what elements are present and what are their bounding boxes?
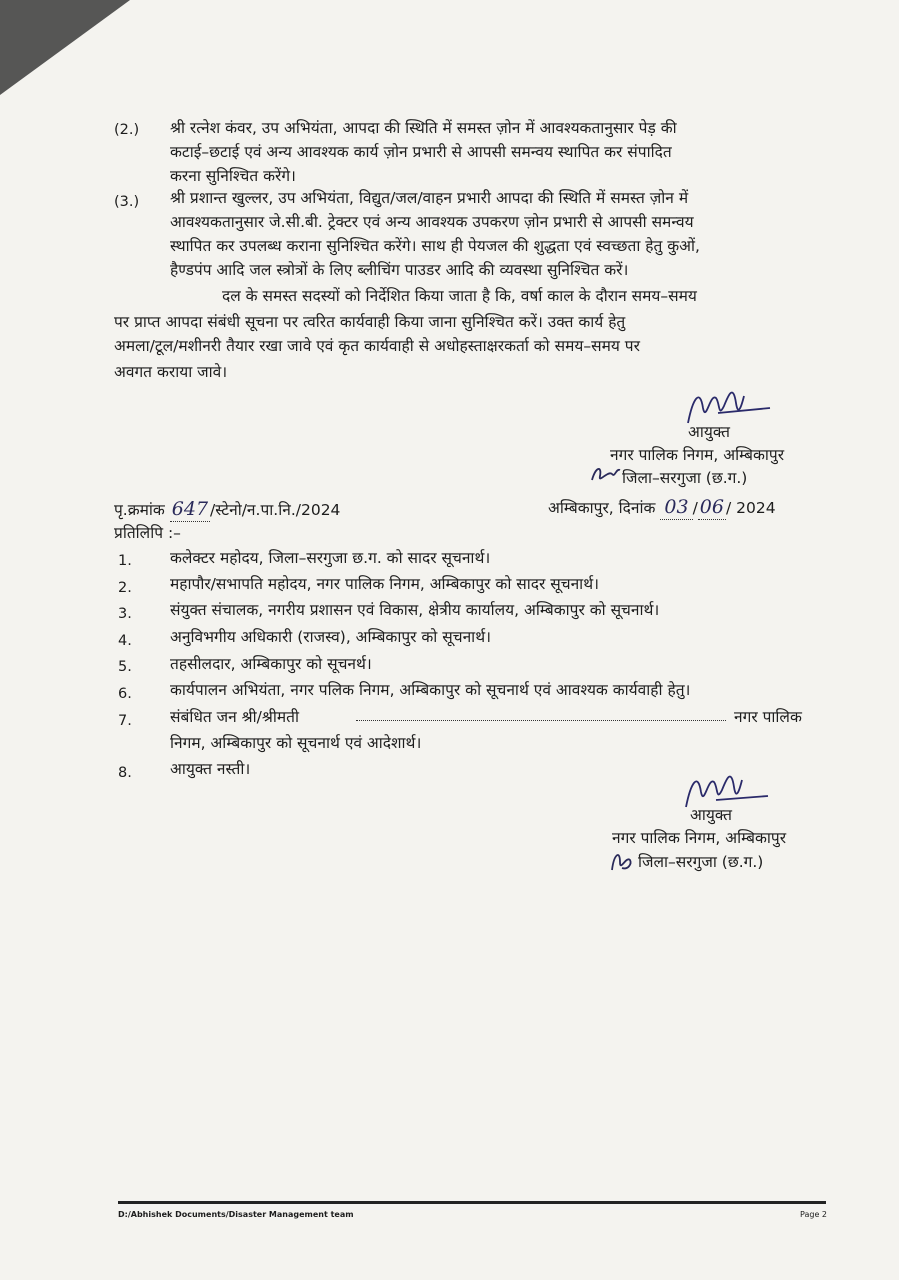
instruction-line-3: अमला/टूल/मशीनरी तैयार रखा जावे एवं कृत कार्यवाही से अधोहस्ताक्षरकर्ता को समय–समय पर: [114, 337, 640, 355]
signature-2-district: जिला–सरगुजा (छ.ग.): [638, 853, 764, 871]
place-date-line: अम्बिकापुर, दिनांक 03 / 06 / 2024: [548, 496, 776, 518]
folded-corner: [0, 0, 130, 95]
item-3-line-1: श्री प्रशान्त खुल्लर, उप अभियंता, विद्युत/जल/वाहन प्रभारी आपदा की स्थिति में समस्त ज़ोन में: [170, 189, 689, 207]
footer-rule: [118, 1201, 826, 1204]
item-2-line-1: श्री रत्नेश कंवर, उप अभियंता, आपदा की स्थिति में समस्त ज़ोन में आवश्यकतानुसार पेड़ की: [170, 119, 677, 137]
item-2-number: (2.): [114, 122, 140, 138]
copy-7-text-end: नगर पालिक: [734, 708, 802, 726]
reference-number: 647: [171, 498, 209, 520]
item-3-line-4: हैण्डपंप आदि जल स्त्रोत्रों के लिए ब्लीचिंग पाउडर आदि की व्यवस्था सुनिश्चित करें।: [170, 261, 629, 279]
copy-4-text: अनुविभगीय अधिकारी (राजस्व), अम्बिकापुर को सूचनार्थ।: [170, 628, 491, 646]
reference-suffix: /स्टेनो/न.पा.नि./2024: [210, 501, 341, 519]
copy-4-number: 4.: [118, 633, 132, 649]
reference-prefix: पृ.क्रमांक: [114, 501, 165, 519]
footer-page: Page 2: [800, 1210, 827, 1219]
copy-6-text: कार्यपालन अभियंता, नगर पलिक निगम, अम्बिकापुर को सूचनार्थ एवं आवश्यक कार्यवाही हेतु।: [170, 681, 691, 699]
instruction-line-4: अवगत कराया जावे।: [114, 363, 228, 381]
copy-3-text: संयुक्त संचालक, नगरीय प्रशासन एवं विकास, क्षेत्रीय कार्यालय, अम्बिकापुर को सूचनार्थ।: [170, 601, 660, 619]
signature-1-initial: [588, 462, 622, 488]
copy-7-text-continued: निगम, अम्बिकापुर को सूचनार्थ एवं आदेशार्थ।: [170, 734, 422, 752]
copy-7-number: 7.: [118, 713, 132, 729]
date-year: / 2024: [725, 499, 776, 517]
signature-1-title: आयुक्त: [688, 423, 730, 441]
copy-6-number: 6.: [118, 686, 132, 702]
item-3-line-2: आवश्यकतानुसार जे.सी.बी. ट्रेक्टर एवं अन्य आवश्यक उपकरण ज़ोन प्रभारी से आपसी समन्वय: [170, 213, 694, 231]
copy-2-text: महापौर/सभापति महोदय, नगर पालिक निगम, अम्बिकापुर को सादर सूचनार्थ।: [170, 575, 599, 593]
item-2-line-3: करना सुनिश्चित करेंगे।: [170, 167, 296, 185]
copy-7-text: संबंधित जन श्री/श्रीमती: [170, 708, 299, 726]
copy-8-text: आयुक्त नस्ती।: [170, 760, 251, 778]
reference-number-line: [114, 497, 340, 522]
copy-7-blank-line: [356, 720, 726, 721]
place-date-prefix: अम्बिकापुर, दिनांक: [548, 499, 656, 517]
item-3-number: (3.): [114, 194, 140, 210]
item-2-line-2: कटाई–छटाई एवं अन्य आवश्यक कार्य ज़ोन प्रभारी से आपसी समन्वय स्थापित कर संपादित: [170, 143, 672, 161]
signature-2-title: आयुक्त: [690, 806, 732, 824]
copy-5-number: 5.: [118, 659, 132, 675]
copy-8-number: 8.: [118, 765, 132, 781]
item-3-line-3: स्थापित कर उपलब्ध कराना सुनिश्चित करेंगे। साथ ही पेयजल की शुद्धता एवं स्वच्छता हेतु कुओं,: [170, 237, 700, 255]
copy-1-number: 1.: [118, 553, 132, 569]
date-month: 06: [699, 496, 724, 518]
signature-2-initial: [606, 846, 636, 876]
date-day: 03: [660, 495, 692, 520]
copy-5-text: तहसीलदार, अम्बिकापुर को सूचनर्थ।: [170, 655, 372, 673]
signature-1-district: जिला–सरगुजा (छ.ग.): [622, 469, 748, 487]
copy-heading: प्रतिलिपि :–: [114, 524, 181, 542]
copy-1-text: कलेक्टर महोदय, जिला–सरगुजा छ.ग. को सादर सूचनार्थ।: [170, 549, 491, 567]
copy-3-number: 3.: [118, 606, 132, 622]
copy-2-number: 2.: [118, 580, 132, 596]
instruction-line-2: पर प्राप्त आपदा संबंधी सूचना पर त्वरित कार्यवाही किया जाना सुनिश्चित करें। उक्त कार्य हेतु: [114, 313, 626, 331]
signature-1-org: नगर पालिक निगम, अम्बिकापुर: [610, 446, 785, 464]
instruction-line-1: दल के समस्त सदस्यों को निर्देशित किया जाता है कि, वर्षा काल के दौरान समय–समय: [222, 287, 697, 305]
signature-2-org: नगर पालिक निगम, अम्बिकापुर: [612, 829, 787, 847]
footer-path: D:/Abhishek Documents/Disaster Management team: [118, 1210, 354, 1219]
